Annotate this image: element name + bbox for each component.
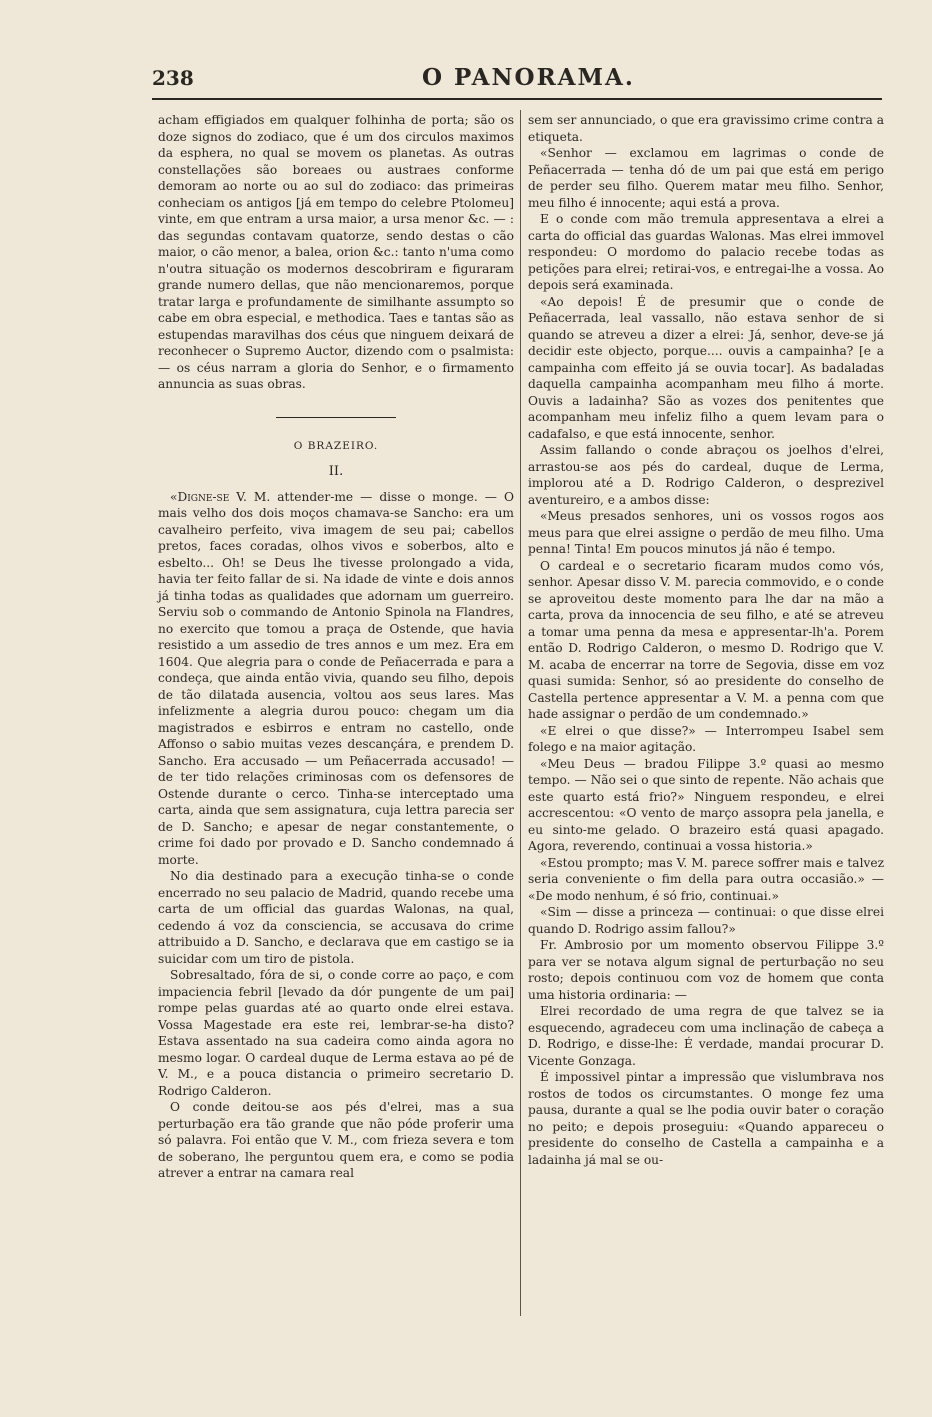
- paragraph: «Ao depois! É de presumir que o conde de Peñacerrada, leal vassallo, não estava senhor de si quando se atreveu a dizer a elrei: Já, senhor, deve-se já decidir este objecto, porque.... ouvis a campainha? [e a campainha com effeito já se ouvia tocar]. As badaladas daquella campainha acompanham meu filho á morte. Ouvis a ladainha? São as vozes dos penitentes que acompanham meu infeliz filho a quem levam para o cadafalso, e que está innocente, senhor.: [528, 294, 884, 441]
- section-divider: [276, 417, 396, 418]
- paragraph: Fr. Ambrosio por um momento observou Filippe 3.º para ver se notava algum signal de perturbação no seu rosto; depois continuou com voz de homem que conta uma historia ordinaria: —: [528, 938, 884, 1002]
- paragraph: «Sim — disse a princeza — continuai: o que disse elrei quando D. Rodrigo assim fallou?»: [528, 905, 884, 936]
- page-number: 238: [152, 66, 194, 90]
- column-divider: [520, 110, 521, 1316]
- paragraph: «Meus presados senhores, uni os vossos rogos aos meus para que elrei assigne o perdão de meu filho. Uma penna! Tinta! Em poucos minutos já não é tempo.: [528, 509, 884, 556]
- paragraph: O cardeal e o secretario ficaram mudos como vós, senhor. Apesar disso V. M. parecia commovido, e o conde se aproveitou deste momento para lhe dar na mão a carta, prova da innocencia de seu filho, e até se atreveu a tomar uma penna da mesa e appresentar-lh'a. Porem então D. Rodrigo Calderon, o mesmo D. Rodrigo que V. M. acaba de encerrar na torre de Segovia, disse em voz quasi sumida: Senhor, só ao presidente do conselho de Castella pertence appresentar a V. M. a penna com que hade assignar o perdão de um condemnado.»: [528, 558, 884, 721]
- paragraph: E o conde com mão tremula appresentava a elrei a carta do official das guardas Walonas. Mas elrei immovel respondeu: O mordomo do palacio recebe todas as petições para elrei; retirai-vos, e entregai-lhe a vossa. Ao depois será examinada.: [528, 212, 884, 292]
- paragraph: Assim fallando o conde abraçou os joelhos d'elrei, arrastou-se aos pés do cardeal, duque de Lerma, implorou até a D. Rodrigo Calderon, o desprezivel aventureiro, e a ambos disse:: [528, 443, 884, 507]
- right-column: [528, 112, 884, 1168]
- paragraph: «E elrei o que disse?» — Interrompeu Isabel sem folego e na maior agitação.: [528, 723, 884, 754]
- opening-lead-words: «Digne-se: [170, 489, 230, 504]
- journal-title: O PANORAMA.: [422, 64, 635, 91]
- page-header: [152, 62, 882, 98]
- paragraph: sem ser annunciado, o que era gravissimo crime contra a etiqueta.: [528, 113, 884, 144]
- paragraph: «Senhor — exclamou em lagrimas o conde de Peñacerrada — tenha dó de um pai que está em perigo de perder seu filho. Querem matar meu filho. Senhor, meu filho é innocente; aqui está a prova.: [528, 146, 884, 210]
- left-column: [158, 112, 514, 1182]
- paragraph: Elrei recordado de uma regra de que talvez se ia esquecendo, agradeceu com uma inclinação de cabeça a D. Rodrigo, e disse-lhe: É verdade, mandai procurar D. Vicente Gonzaga.: [528, 1004, 884, 1068]
- paragraph: «Estou prompto; mas V. M. parece soffrer mais e talvez seria conveniente o fim della para outra occasião.» — «De modo nenhum, é só frio, continuai.»: [528, 855, 884, 903]
- paragraph: É impossivel pintar a impressão que vislumbrava nos rostos de todos os circumstantes. O monge fez uma pausa, durante a qual se lhe podia ouvir bater o coração no peito; e depois proseguiu: «Quando appareceu o presidente do conselho de Castella a campainha e a ladainha já mal se ou-: [528, 1070, 884, 1167]
- header-rule: [152, 98, 882, 100]
- section-number: II.: [328, 464, 344, 479]
- opening-text: V. M. attender-me — disse o monge. — O mais velho dos dois moços chamava-se Sancho: era um cavalheiro perfeito, viva imagem de seu pai; cabellos pretos, faces coradas, olhos vivos e soberbos, alto e esbelto... Oh! se Deus lhe tivesse prolongado a vida, havia ter feito fallar de si. Na idade de vinte e dois annos já tinha todas as qualidades que adornam um guerreiro. Serviu sob o commando de Antonio Spinola na Flandres, no exercito que tomou a praça de Ostende, que havia resistido a um assedio de tres annos e um mez. Era em 1604. Que alegria para o conde de Peñacerrada e para a condeça, que ainda então vivia, quando seu filho, depois de tão dilatada ausencia, voltou aos seus lares. Mas infelizmente a alegria durou pouco: chegam um dia magistrados e esbirros e entram no castello, onde Affonso o sabio muitas vezes descançára, e prendem D. Sancho. Era accusado — um Peñacerrada accusado! — de ter tido relações criminosas com os defensores de Ostende durante o cerco. Tinha-se interceptado uma carta, ainda que sem assignatura, cuja lettra parecia ser de D. Sancho; e apesar de negar constantemente, o crime foi dado por provado e D. Sancho condemnado á morte.: [158, 489, 514, 867]
- section-title: O BRAZEIRO.: [293, 439, 379, 452]
- paragraph: «Meu Deus — bradou Filippe 3.º quasi ao mesmo tempo. — Não sei o que sinto de repente. Não achais que este quarto está frio?» Ninguem respondeu, e elrei accrescentou: «O vento de março assopra pela janella, e eu sinto-me gelado. O brazeiro está quasi apagado. Agora, reverendo, continuai a vossa historia.»: [528, 756, 884, 853]
- paragraph: O conde deitou-se aos pés d'elrei, mas a sua perturbação era tão grande que não póde proferir uma só palavra. Foi então que V. M., com frieza severa e tom de soberano, lhe perguntou quem era, e como se podia atrever a entrar na camara real: [158, 1100, 514, 1180]
- paragraph-opening: [158, 489, 514, 869]
- paragraph: Sobresaltado, fóra de si, o conde corre ao paço, e com impaciencia febril [levado da dór pungente de um pai] rompe pelas guardas até ao quarto onde elrei estava. Vossa Magestade era este rei, lembrar-se-ha disto? Estava assentado na sua cadeira como ainda agora no mesmo logar. O cardeal duque de Lerma estava ao pé de V. M., e a pouca distancia o primeiro secretario D. Rodrigo Calderon.: [158, 968, 514, 1098]
- paragraph-constellations: acham effigiados em qualquer folhinha de porta; são os doze signos do zodiaco, que é um dos circulos maximos da esphera, no qual se movem os planetas. As outras constellações são boreaes ou austraes conforme demoram ao norte ou ao sul do zodiaco: das primeiras conheciam os antigos [já em tempo do celebre Ptolomeu] vinte, em que entram a ursa maior, a ursa menor &c. — : das segundas contavam quatorze, sendo destas o cão maior, o cão menor, a balea, orion &c.: tanto n'uma como n'outra situação os modernos descobriram e figuraram grande numero dellas, que não mencionaremos, porque tratar larga e profundamente de similhante assumpto so cabe em obra especial, e methodica. Taes e tantas são as estupendas maravilhas dos céus que ninguem deixará de reconhecer o Supremo Auctor, dizendo com o psalmista: — os céus narram a gloria do Senhor, e o firmamento annuncia as suas obras.: [158, 113, 514, 391]
- paragraph: No dia destinado para a execução tinha-se o conde encerrado no seu palacio de Madrid, quando recebe uma carta de um official das guardas Walonas, na qual, cedendo á voz da consciencia, se accusava do crime attribuido a D. Sancho, e declarava que em castigo se ia suicidar com um tiro de pistola.: [158, 869, 514, 966]
